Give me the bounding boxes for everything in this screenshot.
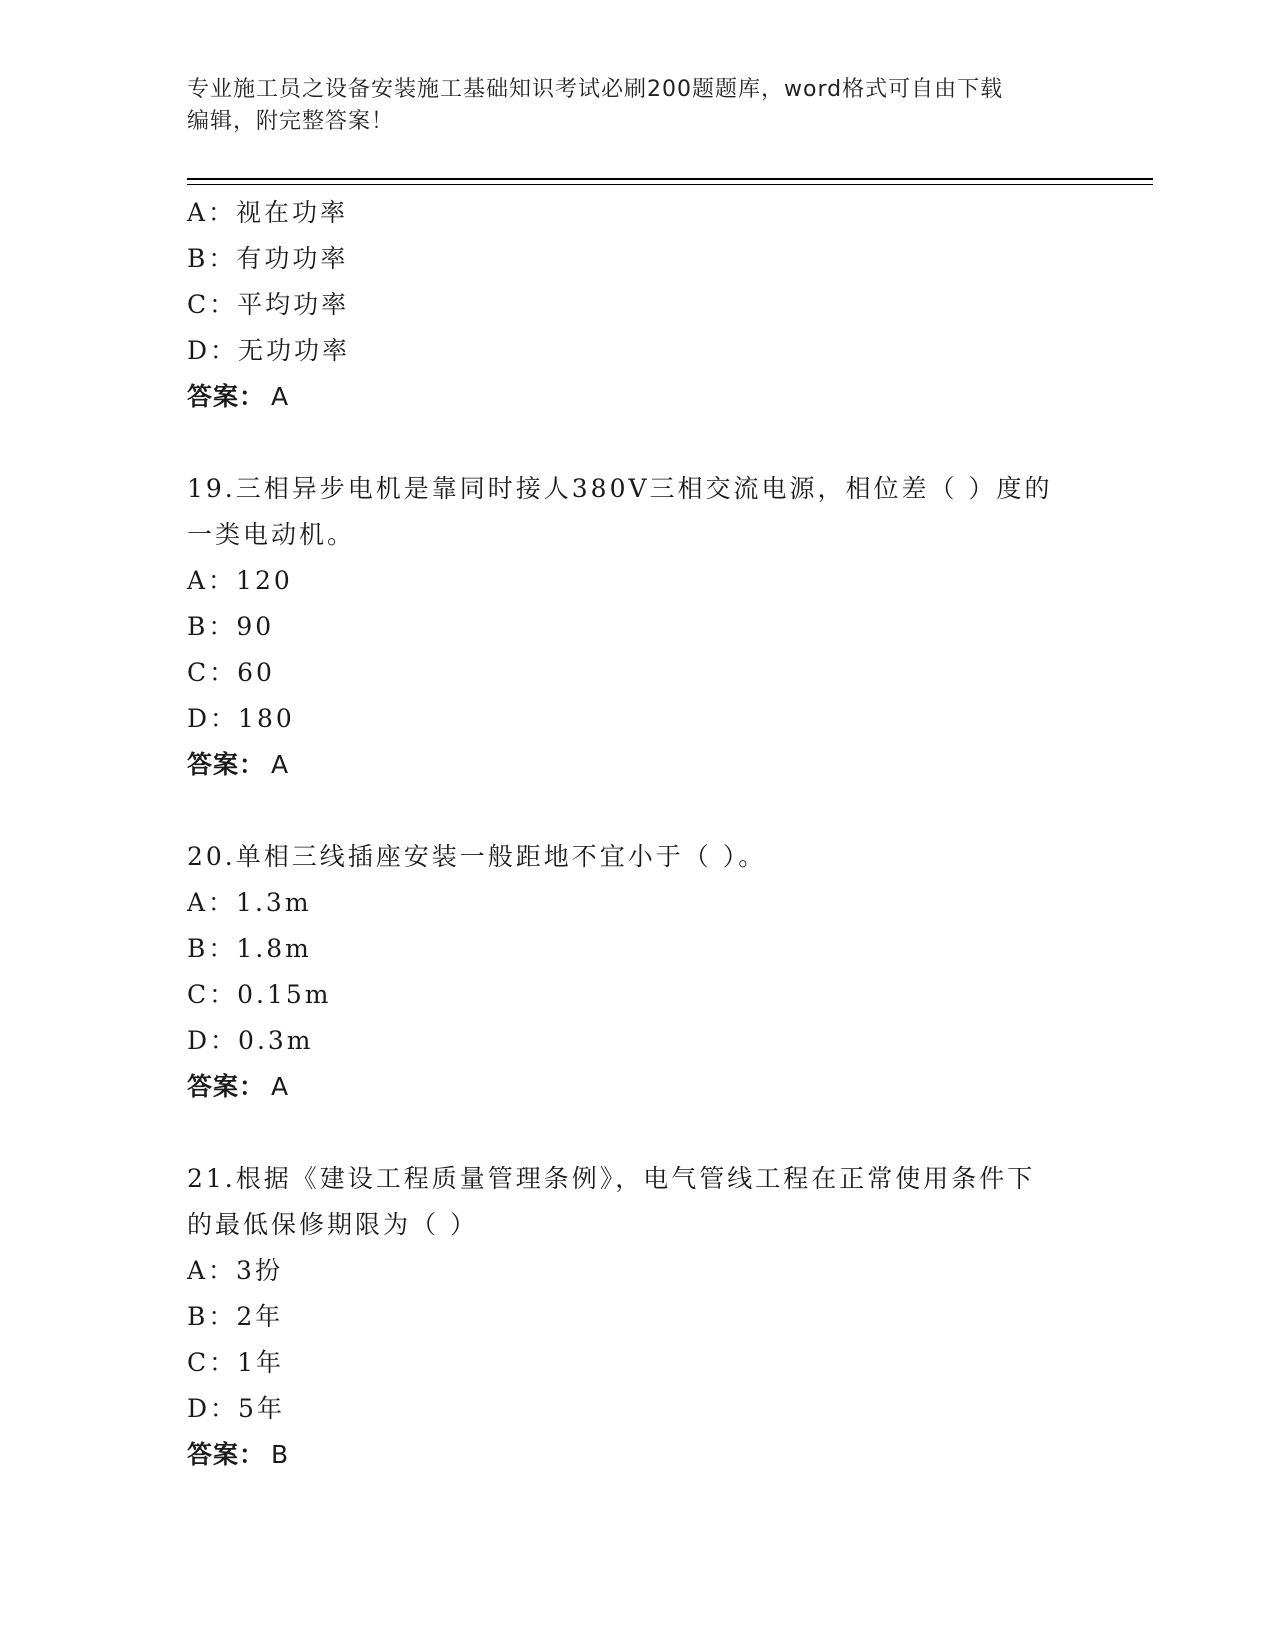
- option-d: D：180: [187, 704, 295, 733]
- answer-value: A: [271, 1072, 290, 1101]
- answer-line: [187, 742, 1087, 788]
- answer-label: 答案：: [187, 382, 266, 411]
- question-stem: 21.根据《建设工程质量管理条例》，电气管线工程在正常使用条件下: [187, 1164, 1036, 1193]
- answer-label: 答案：: [187, 1440, 266, 1469]
- header-line-1: 专业施工员之设备安装施工基础知识考试必刷200题题库，word格式可自由下载: [187, 77, 1004, 102]
- header-rule-thick: [187, 178, 1153, 180]
- question-21-block: [187, 1156, 1087, 1478]
- question-stem-cont: 一类电动机。: [187, 520, 356, 549]
- option-c: C：平均功率: [187, 290, 350, 319]
- question-stem-cont: 的最低保修期限为（ ）: [187, 1210, 478, 1239]
- document-header: [187, 74, 1087, 138]
- option-d: D：0.3m: [187, 1026, 314, 1055]
- question-stem: 19.三相异步电机是靠同时接人380V三相交流电源，相位差（ ）度的: [187, 474, 1053, 503]
- option-c: C：1年: [187, 1348, 285, 1377]
- question-stem: 20.单相三线插座安装一般距地不宜小于（ ）。: [187, 842, 767, 871]
- question-20-block: [187, 834, 1087, 1110]
- option-c: C：0.15m: [187, 980, 332, 1009]
- answer-line: [187, 1432, 1087, 1478]
- option-a: A：120: [187, 566, 293, 595]
- option-d: D：无功功率: [187, 336, 351, 365]
- header-rule-thin: [187, 184, 1153, 185]
- question-list: [187, 190, 1087, 1478]
- option-b: B：有功功率: [187, 244, 349, 273]
- answer-value: B: [271, 1440, 290, 1469]
- answer-value: A: [271, 750, 290, 779]
- option-a: A：1.3m: [187, 888, 312, 917]
- answer-value: A: [271, 382, 290, 411]
- question-18-block: [187, 190, 1087, 420]
- option-d: D：5年: [187, 1394, 285, 1423]
- answer-label: 答案：: [187, 750, 266, 779]
- option-a: A：3扮: [187, 1256, 283, 1285]
- answer-line: [187, 374, 1087, 420]
- option-a: A：视在功率: [187, 198, 349, 227]
- header-line-2: 编辑，附完整答案！: [187, 109, 395, 134]
- question-19-block: [187, 466, 1087, 788]
- option-c: C：60: [187, 658, 275, 687]
- option-b: B：2年: [187, 1302, 284, 1331]
- option-b: B：90: [187, 612, 275, 641]
- spacer: [187, 1110, 1087, 1156]
- option-b: B：1.8m: [187, 934, 312, 963]
- spacer: [187, 420, 1087, 466]
- spacer: [187, 788, 1087, 834]
- answer-line: [187, 1064, 1087, 1110]
- answer-label: 答案：: [187, 1072, 266, 1101]
